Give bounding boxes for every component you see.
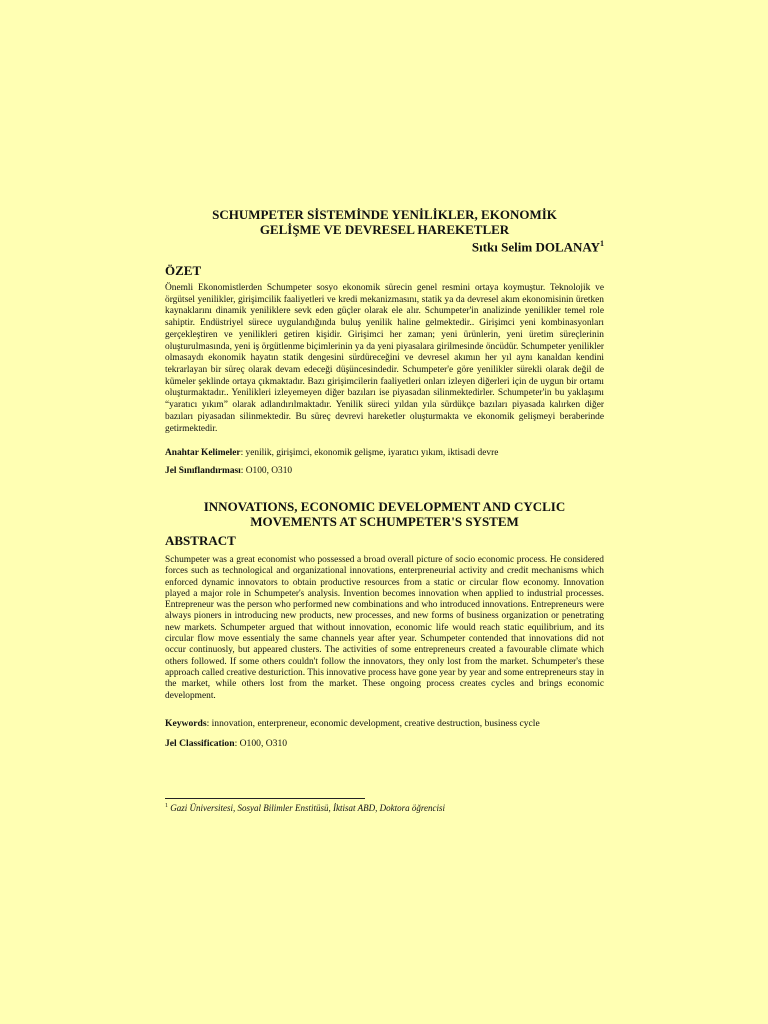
turkish-keywords-text: : yenilik, girişimci, ekonomik gelişme, iyaratıcı yıkım, iktisadi devre — [240, 448, 499, 458]
turkish-keywords-label: Anahtar Kelimeler — [165, 448, 241, 458]
english-title-line-2: MOVEMENTS AT SCHUMPETER'S SYSTEM — [250, 514, 519, 529]
ozet-heading: ÖZET — [165, 263, 202, 278]
turkish-jel-label: Jel Sınıflandırması — [165, 466, 241, 476]
english-keywords-label: Keywords — [165, 718, 207, 729]
english-title — [165, 499, 604, 529]
author-name-text: Sıtkı Selim DOLANAY — [471, 239, 600, 255]
footnote-text: Gazi Üniversitesi, Sosyal Bilimler Enstitüsü, İktisat ABD, Doktora öğrencisi — [168, 803, 445, 813]
author-name — [472, 239, 604, 255]
english-keywords-text: : innovation, enterpreneur, economic development, creative destruction, business cycle — [206, 718, 540, 729]
author-footnote-mark: 1 — [600, 239, 604, 248]
abstract-heading: ABSTRACT — [165, 533, 236, 548]
turkish-jel — [165, 465, 292, 477]
english-jel — [165, 738, 287, 750]
footnote — [165, 803, 445, 813]
english-title-line-1: INNOVATIONS, ECONOMIC DEVELOPMENT AND CYCLIC — [203, 499, 566, 514]
turkish-title-line-2: GELİŞME VE DEVRESEL HAREKETLER — [259, 222, 510, 237]
footnote-mark: 1 — [165, 803, 168, 809]
turkish-keywords — [165, 447, 604, 459]
abstract-paragraph: Schumpeter was a great economist who possessed a broad overall picture of socio economic process. He considered forces such as technological and organizational innovations, enterpreneurial activity and credit mechanisms which enforced dynamic innovators to obtain productive resources from a static or circular flow economy. Innovation played a major role in Schumpeter's analysis. Invention becomes innovation when applied to industrial processes. Entrepreneur was the person who performed new combinations and who introduced innovations. Entrepreneurs were always pioners in introducing new products, new processes, and new forms of business organization or penetrating new markets. Schumpeter argued that without innovation, economic life would reach static equilibrium, and its circular flow move essentialy the same channels year after year. Schumpeter contended that innovations did not occur continuosly, but appeared clusters. The activities of some entrepreneurs created a favourable climate which others followed. If some others couldn't follow the innovators, they only lost from the market. Schumpeter's these approach called creative desturiction. This innovative process have gone year by year and some entrepreneurs stay in the market, while others lost from the market. These ongoing process creates cycles and brings economic development. — [165, 555, 604, 701]
ozet-paragraph: Önemli Ekonomistlerden Schumpeter sosyo ekonomik sürecin genel resmini ortaya koymuştur. Teknolojik ve örgütsel yenilikler, girişimcilik faaliyetleri ve kredi mekanizmasını, statik ya da devresel akım ekonomisinin üretken kaynaklarını dinamik yeniliklere sevk eden güçler olarak ele alır. Schumpeter'in analizinde yenilikler temel role sahiptir. Endüstriyel sürece uygulandığında buluş yenilik haline gelmektedir.. Girişimci yeni kombinasyonları gerçekleştiren ve yenilikleri getiren kişidir. Girişimci her zaman; yeni ürünlerin, yeni üretim süreçlerinin oluşturulmasında, yeni iş örgütlenme biçimlerinin ya da yeni piyasalara girilmesinde öncüdür. Schumpeter yenilikler olmasaydı ekonomik hayatın statik dengesini sürdüreceğini ve devresel akımın her yıl aynı kanaldan kendini tekrarlayan bir süreç olarak devam edeceği düşüncesindedir. Schumpeter'e göre yenilikler sürekli olarak değil de kümeler şeklinde ortaya çıkmaktadır. Bazı girişimcilerin faaliyetleri onları izleyen diğerleri için de uygun bir ortamı oluşturmaktadır.. Yenilikleri izleyemeyen diğer bazıları ise piyasadan silinmektedirler. Schumpeter'in bu yaklaşımı “yaratıcı yıkım” olarak adlandırılmaktadır. Yenilik süreci yıldan yıla sürdükçe bazıları piyasada kalırken diğer bazıları piyasadan silinmektedir. Bu süreç devrevi hareketler oluşturmakta ve ekonomik gelişmeyi beraberinde getirmektedir. — [165, 283, 604, 434]
footnote-separator — [165, 798, 365, 799]
english-jel-codes: : O100, O310 — [234, 738, 288, 749]
english-jel-label: Jel Classification — [165, 738, 235, 749]
english-keywords — [165, 718, 540, 730]
turkish-jel-codes: : O100, O310 — [240, 466, 293, 476]
turkish-title — [165, 207, 604, 237]
turkish-title-line-1: SCHUMPETER SİSTEMİNDE YENİLİKLER, EKONOMİK — [212, 207, 557, 222]
